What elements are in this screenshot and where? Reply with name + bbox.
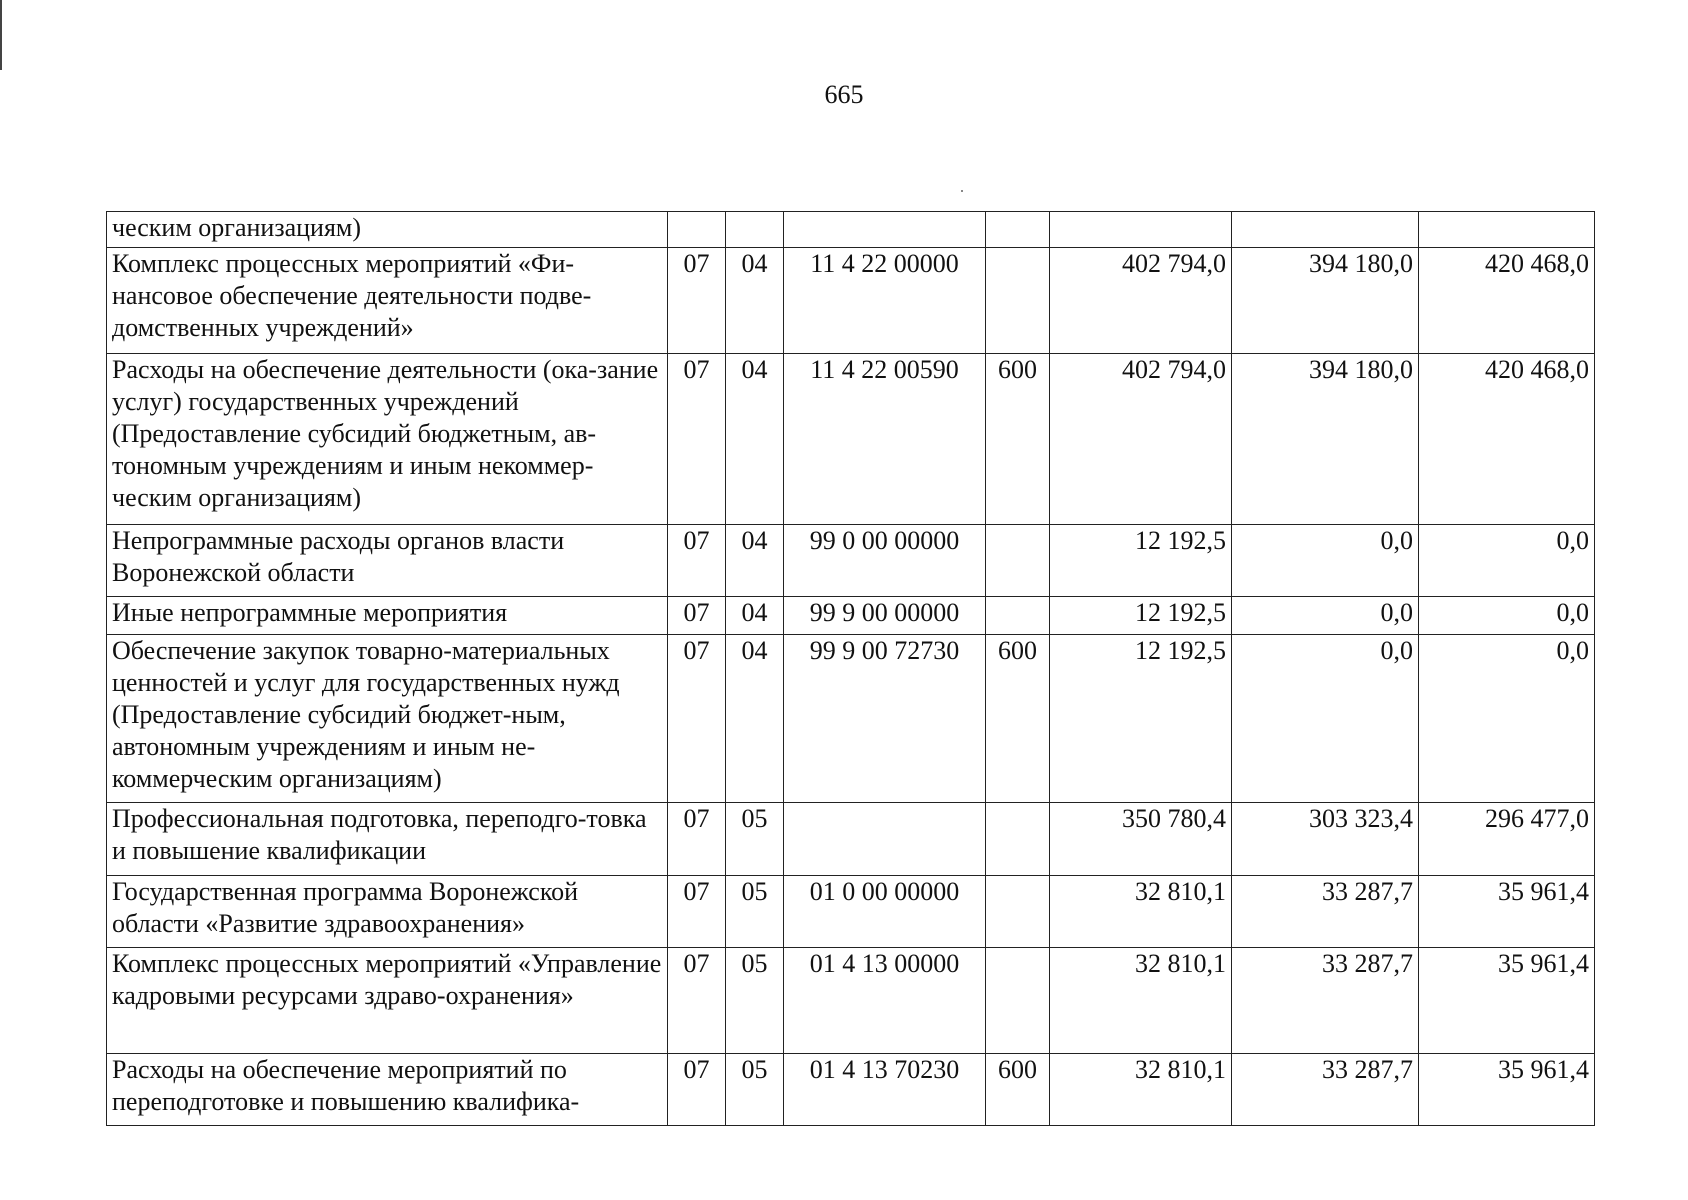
cell-amount-3: 35 961,4 <box>1419 876 1595 948</box>
cell-section: 07 <box>668 876 726 948</box>
cell-subsection: 05 <box>726 803 784 876</box>
table-row <box>107 876 1595 948</box>
cell-amount-1 <box>1050 212 1232 248</box>
table-row <box>107 1054 1595 1126</box>
cell-amount-1: 402 794,0 <box>1050 248 1232 354</box>
cell-name: ческим организациям) <box>107 212 668 248</box>
cell-section: 07 <box>668 525 726 597</box>
cell-name: Иные непрограммные мероприятия <box>107 597 668 635</box>
cell-amount-2: 394 180,0 <box>1232 248 1419 354</box>
cell-section: 07 <box>668 635 726 803</box>
cell-name: Непрограммные расходы органов власти Воронежской области <box>107 525 668 597</box>
cell-name: Комплекс процессных мероприятий «Управление кадровыми ресурсами здраво-охранения» <box>107 948 668 1054</box>
cell-subsection <box>726 212 784 248</box>
cell-name: Расходы на обеспечение деятельности (ока-зание услуг) государственных учреждений (Предоставление субсидий бюджетным, ав-тономным учреждениям и иным некоммер-ческим организациям) <box>107 354 668 525</box>
cell-amount-3 <box>1419 212 1595 248</box>
cell-amount-2: 33 287,7 <box>1232 948 1419 1054</box>
table-row <box>107 635 1595 803</box>
cell-expense-type: 600 <box>986 635 1050 803</box>
cell-subsection: 04 <box>726 248 784 354</box>
cell-expense-type <box>986 876 1050 948</box>
cell-expense-type <box>986 803 1050 876</box>
cell-subsection: 04 <box>726 597 784 635</box>
cell-amount-1: 12 192,5 <box>1050 525 1232 597</box>
cell-amount-1: 12 192,5 <box>1050 635 1232 803</box>
cell-section: 07 <box>668 354 726 525</box>
cell-section: 07 <box>668 948 726 1054</box>
cell-section: 07 <box>668 597 726 635</box>
cell-expense-type: 600 <box>986 354 1050 525</box>
cell-amount-1: 350 780,4 <box>1050 803 1232 876</box>
cell-target-article: 11 4 22 00000 <box>784 248 986 354</box>
cell-target-article: 01 4 13 00000 <box>784 948 986 1054</box>
cell-target-article: 99 0 00 00000 <box>784 525 986 597</box>
cell-section: 07 <box>668 803 726 876</box>
cell-amount-3: 0,0 <box>1419 525 1595 597</box>
cell-amount-2: 303 323,4 <box>1232 803 1419 876</box>
cell-expense-type <box>986 248 1050 354</box>
cell-name: Комплекс процессных мероприятий «Фи-нансовое обеспечение деятельности подве-домственных учреждений» <box>107 248 668 354</box>
cell-section: 07 <box>668 1054 726 1126</box>
cell-amount-2: 0,0 <box>1232 597 1419 635</box>
cell-expense-type <box>986 525 1050 597</box>
cell-target-article: 01 4 13 70230 <box>784 1054 986 1126</box>
cell-name: Обеспечение закупок товарно-материальных ценностей и услуг для государственных нужд (Предоставление субсидий бюджет-ным, автономным учреждениям и иным не-коммерческим организациям) <box>107 635 668 803</box>
cell-amount-2 <box>1232 212 1419 248</box>
cell-subsection: 04 <box>726 525 784 597</box>
cell-amount-3: 35 961,4 <box>1419 948 1595 1054</box>
table-row <box>107 354 1595 525</box>
cell-target-article: 01 0 00 00000 <box>784 876 986 948</box>
cell-amount-2: 33 287,7 <box>1232 1054 1419 1126</box>
cell-section: 07 <box>668 248 726 354</box>
table-row <box>107 803 1595 876</box>
cell-target-article: 99 9 00 72730 <box>784 635 986 803</box>
cell-amount-3: 420 468,0 <box>1419 248 1595 354</box>
table-row <box>107 948 1595 1054</box>
cell-amount-1: 402 794,0 <box>1050 354 1232 525</box>
cell-section <box>668 212 726 248</box>
table-row <box>107 597 1595 635</box>
page-number: 665 <box>824 80 864 109</box>
cell-name: Расходы на обеспечение мероприятий по переподготовке и повышению квалифика- <box>107 1054 668 1126</box>
cell-target-article: 99 9 00 00000 <box>784 597 986 635</box>
cell-amount-3: 0,0 <box>1419 597 1595 635</box>
cell-amount-1: 32 810,1 <box>1050 1054 1232 1126</box>
cell-amount-2: 0,0 <box>1232 525 1419 597</box>
table-row <box>107 525 1595 597</box>
cell-subsection: 05 <box>726 1054 784 1126</box>
cell-expense-type <box>986 212 1050 248</box>
cell-expense-type <box>986 948 1050 1054</box>
cell-amount-1: 32 810,1 <box>1050 948 1232 1054</box>
cell-amount-1: 32 810,1 <box>1050 876 1232 948</box>
budget-table <box>106 211 1595 1126</box>
cell-amount-2: 0,0 <box>1232 635 1419 803</box>
cell-target-article: 11 4 22 00590 <box>784 354 986 525</box>
cell-amount-3: 0,0 <box>1419 635 1595 803</box>
cell-name: Государственная программа Воронежской области «Развитие здравоохранения» <box>107 876 668 948</box>
cell-subsection: 04 <box>726 635 784 803</box>
cell-target-article <box>784 803 986 876</box>
cell-target-article <box>784 212 986 248</box>
cell-subsection: 04 <box>726 354 784 525</box>
cell-subsection: 05 <box>726 876 784 948</box>
cell-amount-2: 394 180,0 <box>1232 354 1419 525</box>
cell-expense-type <box>986 597 1050 635</box>
cell-amount-1: 12 192,5 <box>1050 597 1232 635</box>
cell-name: Профессиональная подготовка, переподго-товка и повышение квалификации <box>107 803 668 876</box>
cell-subsection: 05 <box>726 948 784 1054</box>
scan-edge-mark <box>0 0 2 70</box>
cell-amount-2: 33 287,7 <box>1232 876 1419 948</box>
table-row <box>107 212 1595 248</box>
cell-expense-type: 600 <box>986 1054 1050 1126</box>
cell-amount-3: 420 468,0 <box>1419 354 1595 525</box>
cell-amount-3: 35 961,4 <box>1419 1054 1595 1126</box>
table-row <box>107 248 1595 354</box>
scan-speck <box>961 190 963 192</box>
cell-amount-3: 296 477,0 <box>1419 803 1595 876</box>
